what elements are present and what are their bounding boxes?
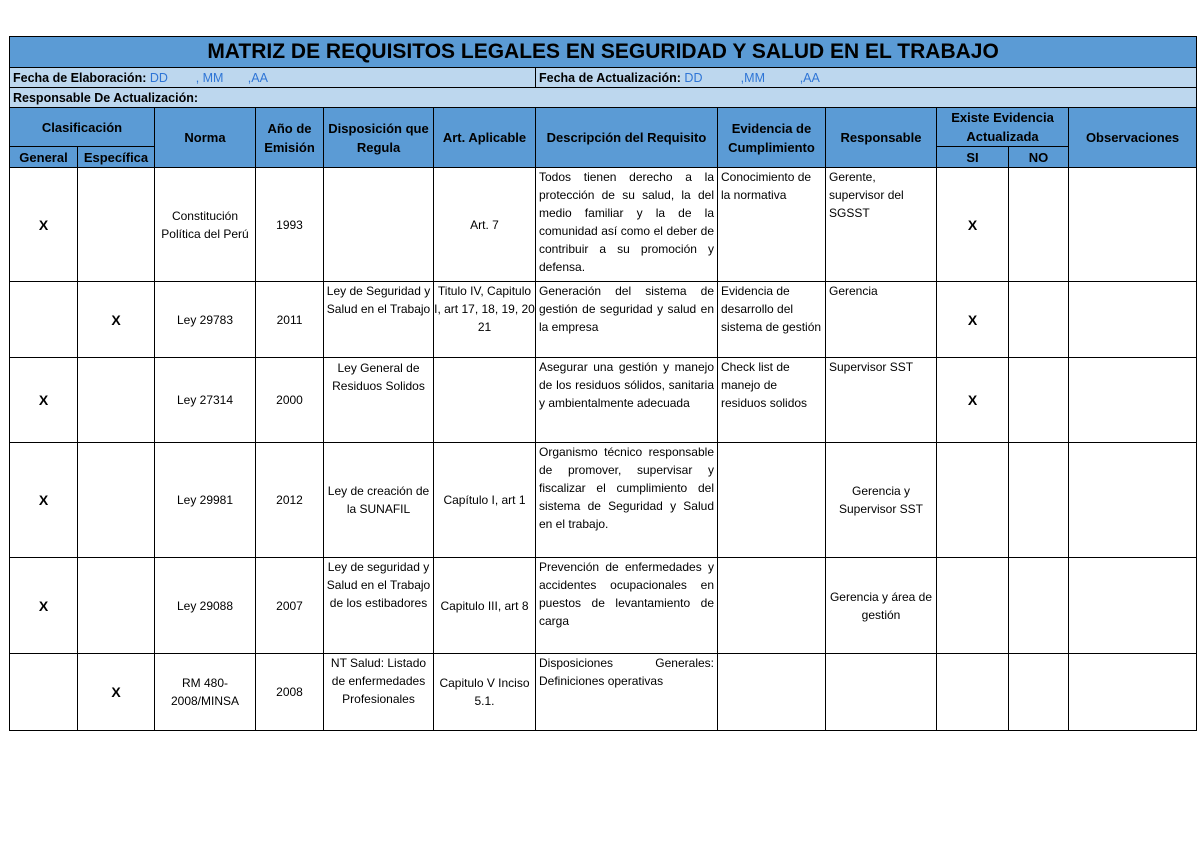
cell-norma[interactable]: Constitución Política del Perú: [155, 168, 256, 282]
cell-no[interactable]: [1009, 358, 1069, 443]
cell-descripcion[interactable]: Generación del sistema de gestión de seguridad y salud en la empresa: [536, 282, 718, 358]
fecha-elaboracion-cell[interactable]: [10, 68, 536, 88]
cell-responsable[interactable]: Gerencia: [826, 282, 937, 358]
cell-art[interactable]: [434, 358, 536, 443]
cell-especifica[interactable]: [78, 443, 155, 558]
cell-disposicion[interactable]: Ley de Seguridad y Salud en el Trabajo: [324, 282, 434, 358]
cell-norma[interactable]: Ley 29783: [155, 282, 256, 358]
fecha-actualizacion-cell[interactable]: [536, 68, 1197, 88]
cell-art[interactable]: Art. 7: [434, 168, 536, 282]
cell-anio[interactable]: 2011: [256, 282, 324, 358]
cell-no[interactable]: [1009, 654, 1069, 731]
cell-general[interactable]: X: [10, 168, 78, 282]
cell-responsable[interactable]: Gerencia y área de gestión: [826, 558, 937, 654]
cell-no[interactable]: [1009, 443, 1069, 558]
cell-si[interactable]: [937, 558, 1009, 654]
cell-disposicion[interactable]: [324, 168, 434, 282]
responsable-actualizacion-label: Responsable De Actualización:: [13, 90, 198, 105]
cell-norma[interactable]: Ley 29088: [155, 558, 256, 654]
cell-anio[interactable]: 2000: [256, 358, 324, 443]
cell-evidencia[interactable]: Evidencia de desarrollo del sistema de gestión: [718, 282, 826, 358]
cell-general[interactable]: X: [10, 443, 78, 558]
header-clasificacion: Clasificación: [10, 108, 155, 147]
table-row: [10, 443, 1197, 558]
cell-responsable[interactable]: Gerente, supervisor del SGSST: [826, 168, 937, 282]
header-anio: Año de Emisión: [256, 108, 324, 168]
fecha-actualizacion-label: Fecha de Actualización:: [539, 70, 681, 85]
cell-art[interactable]: Titulo IV, Capitulo I, art 17, 18, 19, 20 21: [434, 282, 536, 358]
cell-si[interactable]: [937, 654, 1009, 731]
cell-anio[interactable]: 2008: [256, 654, 324, 731]
header-evidencia: Evidencia de Cumplimiento: [718, 108, 826, 168]
cell-si[interactable]: X: [937, 358, 1009, 443]
responsable-actualizacion-cell[interactable]: [10, 88, 1197, 108]
header-responsable: Responsable: [826, 108, 937, 168]
cell-especifica[interactable]: X: [78, 282, 155, 358]
cell-no[interactable]: [1009, 168, 1069, 282]
header-disposicion: Disposición que Regula: [324, 108, 434, 168]
table-row: [10, 168, 1197, 282]
cell-descripcion[interactable]: Asegurar una gestión y manejo de los residuos sólidos, sanitaria y ambientalmente adecuada: [536, 358, 718, 443]
cell-anio[interactable]: 1993: [256, 168, 324, 282]
cell-descripcion[interactable]: Disposiciones Generales: Definiciones operativas: [536, 654, 718, 731]
cell-norma[interactable]: Ley 27314: [155, 358, 256, 443]
legal-requirements-matrix: [9, 36, 1197, 731]
cell-responsable[interactable]: Gerencia y Supervisor SST: [826, 443, 937, 558]
header-art: Art. Aplicable: [434, 108, 536, 168]
header-existe-evidencia: Existe Evidencia Actualizada: [937, 108, 1069, 147]
cell-anio[interactable]: 2007: [256, 558, 324, 654]
cell-observaciones[interactable]: [1069, 282, 1197, 358]
cell-especifica[interactable]: [78, 558, 155, 654]
header-si: SI: [937, 147, 1009, 168]
cell-especifica[interactable]: X: [78, 654, 155, 731]
cell-si[interactable]: [937, 443, 1009, 558]
header-norma: Norma: [155, 108, 256, 168]
cell-evidencia[interactable]: [718, 558, 826, 654]
header-especifica: Específica: [78, 147, 155, 168]
cell-norma[interactable]: RM 480-2008/MINSA: [155, 654, 256, 731]
cell-disposicion[interactable]: Ley General de Residuos Solidos: [324, 358, 434, 443]
cell-evidencia[interactable]: Check list de manejo de residuos solidos: [718, 358, 826, 443]
cell-observaciones[interactable]: [1069, 443, 1197, 558]
cell-descripcion[interactable]: Organismo técnico responsable de promover, supervisar y fiscalizar el cumplimiento del sistema de Seguridad y Salud en el trabajo.: [536, 443, 718, 558]
cell-art[interactable]: Capítulo I, art 1: [434, 443, 536, 558]
cell-general[interactable]: X: [10, 558, 78, 654]
cell-evidencia[interactable]: [718, 654, 826, 731]
cell-general[interactable]: [10, 282, 78, 358]
cell-observaciones[interactable]: [1069, 358, 1197, 443]
cell-art[interactable]: Capitulo V Inciso 5.1.: [434, 654, 536, 731]
cell-observaciones[interactable]: [1069, 654, 1197, 731]
cell-general[interactable]: X: [10, 358, 78, 443]
cell-observaciones[interactable]: [1069, 558, 1197, 654]
cell-general[interactable]: [10, 654, 78, 731]
cell-norma[interactable]: Ley 29981: [155, 443, 256, 558]
page-title: MATRIZ DE REQUISITOS LEGALES EN SEGURIDAD Y SALUD EN EL TRABAJO: [10, 37, 1197, 68]
fecha-elaboracion-placeholder: DD , MM ,AA: [149, 70, 268, 85]
header-general: General: [10, 147, 78, 168]
cell-descripcion[interactable]: Todos tienen derecho a la protección de su salud, la del medio familiar y la de la comunidad así como el deber de contribuir a su promoción y defensa.: [536, 168, 718, 282]
cell-observaciones[interactable]: [1069, 168, 1197, 282]
cell-descripcion[interactable]: Prevención de enfermedades y accidentes ocupacionales en puestos de levantamiento de carga: [536, 558, 718, 654]
cell-si[interactable]: X: [937, 282, 1009, 358]
cell-disposicion[interactable]: Ley de seguridad y Salud en el Trabajo de los estibadores: [324, 558, 434, 654]
cell-responsable[interactable]: Supervisor SST: [826, 358, 937, 443]
cell-evidencia[interactable]: [718, 443, 826, 558]
cell-evidencia[interactable]: Conocimiento de la normativa: [718, 168, 826, 282]
cell-responsable[interactable]: [826, 654, 937, 731]
fecha-actualizacion-placeholder: DD ,MM ,AA: [684, 70, 820, 85]
table-row: [10, 282, 1197, 358]
header-observaciones: Observaciones: [1069, 108, 1197, 168]
table-row: [10, 654, 1197, 731]
fecha-elaboracion-label: Fecha de Elaboración:: [13, 70, 147, 85]
header-no: NO: [1009, 147, 1069, 168]
cell-anio[interactable]: 2012: [256, 443, 324, 558]
table-row: [10, 558, 1197, 654]
cell-disposicion[interactable]: NT Salud: Listado de enfermedades Profesionales: [324, 654, 434, 731]
table-row: [10, 358, 1197, 443]
cell-especifica[interactable]: [78, 358, 155, 443]
cell-disposicion[interactable]: Ley de creación de la SUNAFIL: [324, 443, 434, 558]
cell-si[interactable]: X: [937, 168, 1009, 282]
cell-no[interactable]: [1009, 558, 1069, 654]
cell-especifica[interactable]: [78, 168, 155, 282]
cell-no[interactable]: [1009, 282, 1069, 358]
cell-art[interactable]: Capitulo III, art 8: [434, 558, 536, 654]
header-descripcion: Descripción del Requisito: [536, 108, 718, 168]
